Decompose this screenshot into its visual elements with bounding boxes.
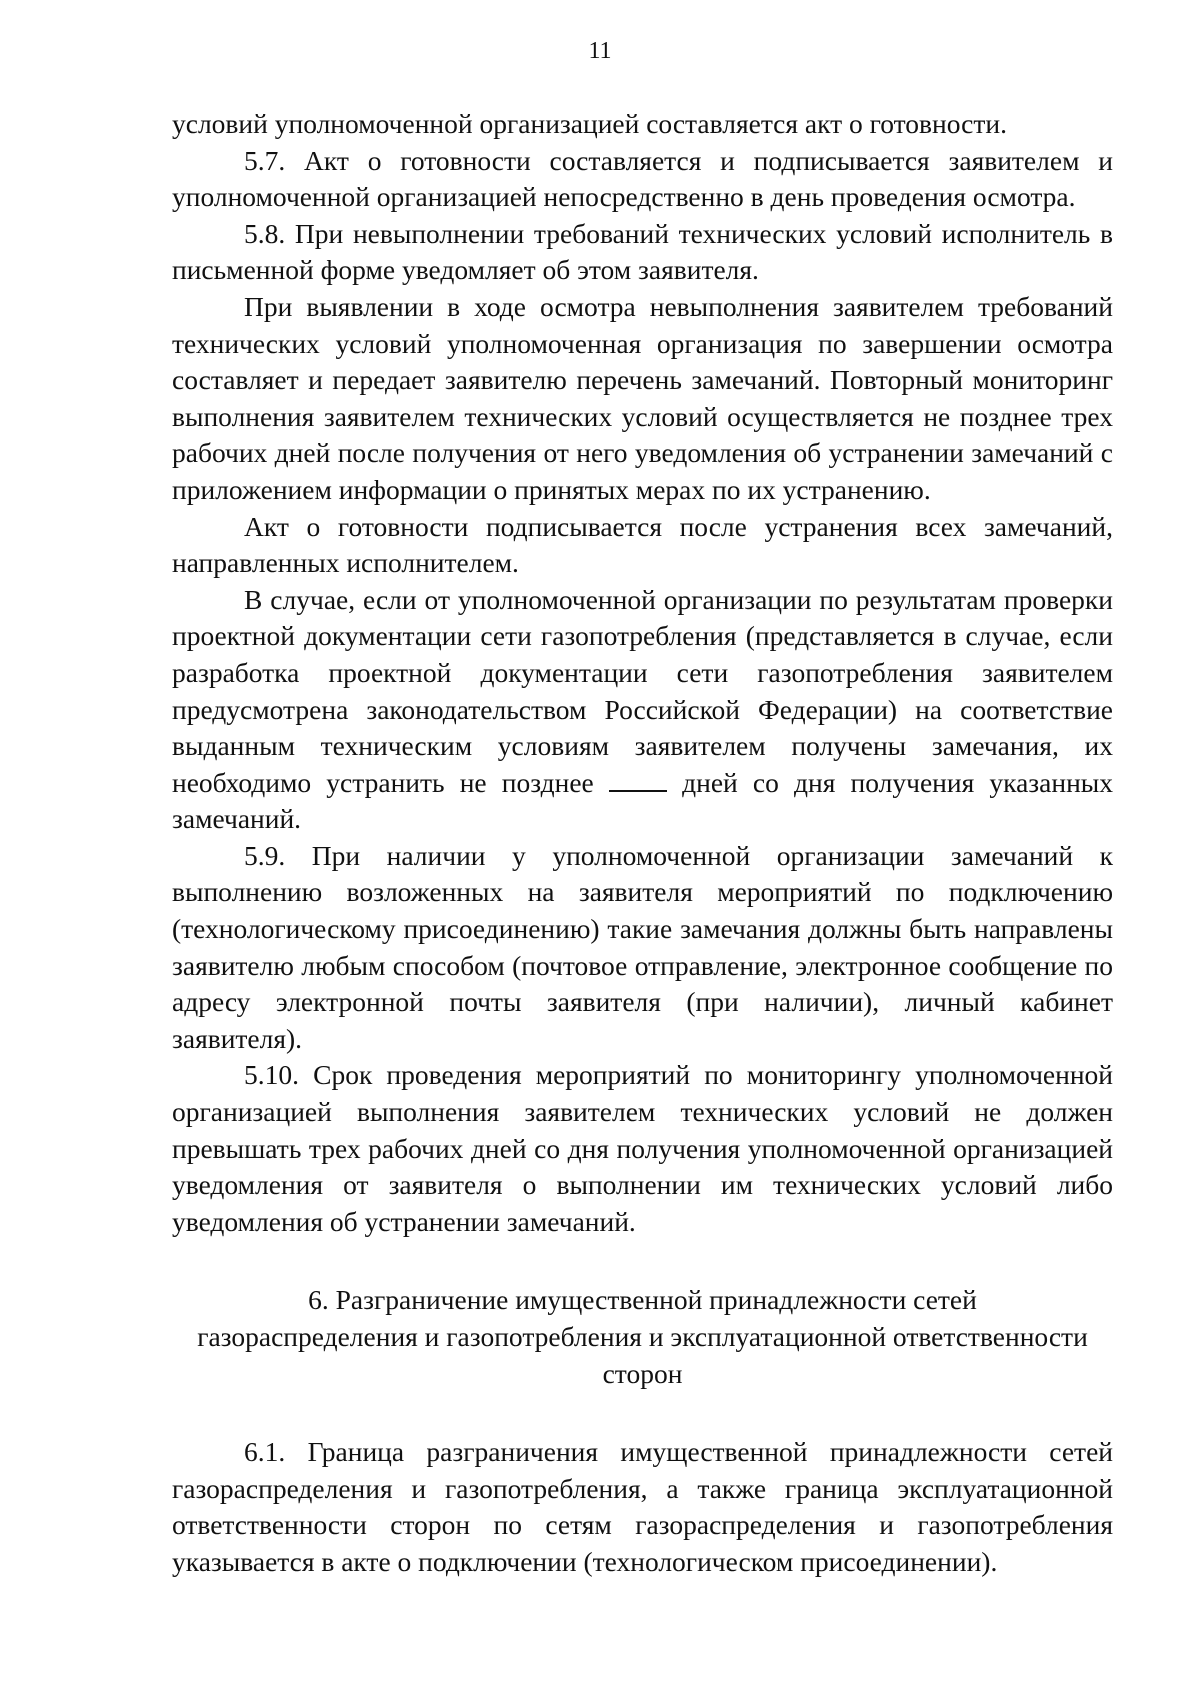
paragraph-text-before-blank: В случае, если от уполномоченной организации по результатам проверки проектной документации сети газопотребления (представляется в случае, если разработка проектной документации сети газопотребления заявителем предусмотрена законодательством Российской Федерации) на соответствие выданным техническим условиям заявителем получены замечания, их необходимо устранить не позднее xyxy=(172,583,1113,798)
paragraph-6-1: 6.1. Граница разграничения имущественной принадлежности сетей газораспределения и газопотребления, а также граница эксплуатационной ответственности сторон по сетям газораспределения и газопотребления указывается в акте о подключении (технологическом присоединении). xyxy=(172,1436,1113,1577)
paragraph-5-10: 5.10. Срок проведения мероприятий по мониторингу уполномоченной организацией выполнения заявителем технических условий не должен превышать трех рабочих дней со дня получения уполномоченной организацией уведомления от заявителя о выполнении им технических условий либо уведомления об устранении замечаний. xyxy=(172,1059,1113,1237)
paragraph-continuation: условий уполномоченной организацией составляется акт о готовности. xyxy=(172,108,1007,139)
paragraph-5-9: 5.9. При наличии у уполномоченной организации замечаний к выполнению возложенных на заявителя мероприятий по подключению (технологическому присоединению) такие замечания должны быть направлены заявителю любым способом (почтовое отправление, электронное сообщение по адресу электронной почты заявителя (при наличии), личный кабинет заявителя). xyxy=(172,839,1113,1054)
heading-line-2: газораспределения и газопотребления и эксплуатационной ответственности xyxy=(197,1321,1088,1352)
paragraph-5-8: 5.8. При невыполнении требований технических условий исполнитель в письменной форме уведомляет об этом заявителя. xyxy=(172,217,1113,286)
paragraph-5-8-remarks: При выявлении в ходе осмотра невыполнения заявителем требований технических условий уполномоченная организация по завершении осмотра составляет и передает заявителю перечень замечаний. Повторный мониторинг выполнения заявителем технических условий осуществляется не позднее трех рабочих дней после получения от него уведомления об устранении замечаний с приложением информации о принятых мерах по их устранению. xyxy=(172,290,1113,505)
paragraph-5-8-act: Акт о готовности подписывается после устранения всех замечаний, направленных исполнителем. xyxy=(172,510,1113,579)
heading-line-3: сторон xyxy=(602,1357,683,1389)
paragraph-5-8-design-remarks xyxy=(172,582,1113,838)
days-blank-field xyxy=(609,768,667,792)
page-number: 11 xyxy=(588,38,612,64)
paragraph-5-7: 5.7. Акт о готовности составляется и подписывается заявителем и уполномоченной организацией непосредственно в день проведения осмотра. xyxy=(172,144,1113,213)
section-6-heading xyxy=(172,1282,1113,1392)
document-body xyxy=(172,106,1113,1581)
paragraph-text-after-blank: дней со дня получения указанных замечаний. xyxy=(172,766,1114,835)
heading-line-1: 6. Разграничение имущественной принадлежности сетей xyxy=(308,1284,977,1316)
